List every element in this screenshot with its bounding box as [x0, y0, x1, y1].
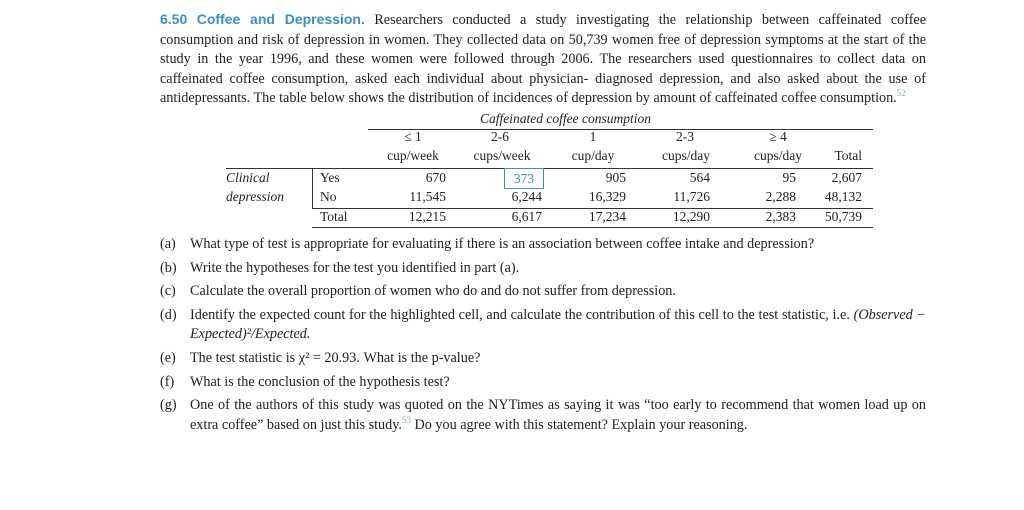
question-b: [160, 259, 926, 279]
col-1-bottom: cup/week: [387, 147, 439, 163]
question-g: [160, 396, 926, 435]
row-no-col-3: 16,329: [588, 188, 626, 204]
row-total-col-1: 12,215: [408, 208, 446, 224]
question-label: (g): [160, 397, 177, 414]
row-total-col-4: 12,290: [672, 208, 710, 224]
row-no-col-4: 11,726: [673, 188, 710, 204]
question-text: Identify the expected count for the highlighted cell, and calculate the contribution of this cell to the test statistic, i.e.: [190, 306, 850, 323]
row-yes-total: 2,607: [831, 169, 862, 185]
col-2-top: 2-6: [491, 128, 509, 144]
problem-title: Coffee and Depression.: [196, 11, 365, 27]
question-e: [160, 349, 926, 369]
question-text: The test statistic is: [190, 349, 296, 366]
col-5-top: ≥ 4: [769, 128, 787, 144]
col-3-top: 1: [589, 128, 597, 144]
row-total-label: Total: [320, 208, 348, 224]
row-no-col-1: 11,545: [409, 188, 446, 204]
intro-text: Researchers conducted a study investigating the relationship between caffeinated coffee consumption and risk of depression in women. They collected data on 50,739 women free of depression symptoms at the start of the study in the year 1996, and these women were followed through 2006. The researchers used questionnaires to collect data on caffeinated coffee consumption, asked each individual about physician- diagnosed depression, and also asked about the use of antidepressants. The table below shows the distribution of incidences of depression by amount of caffeinated coffee consumption.: [160, 12, 927, 107]
row-no-total: 48,132: [824, 188, 862, 204]
col-4-bottom: cups/day: [662, 147, 710, 163]
row-total-col-2: 6,617: [511, 208, 542, 224]
col-4-top: 2-3: [676, 128, 694, 144]
question-text: Calculate the overall proportion of women who do and do not suffer from depression.: [190, 283, 676, 300]
row-no-label: No: [320, 188, 337, 204]
question-text: What type of test is appropriate for evaluating if there is an association between coffee intake and depression?: [190, 235, 815, 252]
question-label: (d): [160, 306, 177, 323]
question-text: What is the conclusion of the hypothesis test?: [190, 373, 450, 390]
problem-intro: [160, 10, 926, 109]
col-3-bottom: cup/day: [571, 147, 615, 163]
col-1-top: ≤ 1: [404, 128, 422, 144]
row-yes-col-1: 670: [425, 169, 446, 185]
row-total-col-5: 2,383: [765, 208, 796, 224]
question-text-post: Do you agree with this statement? Explain your reasoning.: [414, 416, 748, 433]
row-no-col-2: 6,244: [511, 188, 542, 204]
intro-footnote: 52: [896, 88, 906, 99]
row-no-col-5: 2,288: [765, 188, 796, 204]
row-yes-label: Yes: [320, 169, 340, 185]
row-group-label-1: Clinical: [226, 169, 270, 185]
grand-total: 50,739: [824, 208, 862, 224]
col-5-bottom: cups/day: [754, 147, 802, 163]
header-rule: [226, 168, 873, 169]
col-total-header: Total: [834, 147, 862, 163]
row-group-divider: [312, 168, 313, 208]
question-c: [160, 282, 926, 302]
question-label: (a): [160, 235, 176, 252]
row-total-col-3: 17,234: [588, 208, 626, 224]
contingency-table: [160, 111, 926, 229]
question-label: (e): [160, 349, 176, 366]
question-d: [160, 306, 926, 345]
question-label: (c): [160, 283, 176, 300]
row-yes-col-3: 905: [605, 169, 626, 185]
row-group-label-2: depression: [226, 188, 284, 204]
question-a: [160, 235, 926, 255]
question-f: [160, 373, 926, 393]
table-caption: Caffeinated coffee consumption: [480, 110, 651, 126]
table-bottom-rule: [312, 227, 873, 228]
test-statistic: χ² = 20.93.: [298, 349, 360, 366]
col-2-bottom: cups/week: [473, 147, 531, 163]
problem-page: [160, 10, 926, 439]
question-text: Write the hypotheses for the test you identified in part (a).: [190, 259, 520, 276]
question-text: One of the authors of this study was quoted on the NYTimes as saying it was “too early to recommend that women load up on extra coffee” based on just this study.: [190, 397, 926, 433]
problem-number: 6.50: [160, 11, 188, 27]
question-list: [160, 235, 926, 435]
footnote-53: 53: [401, 414, 411, 425]
row-yes-col-5: 95: [782, 169, 796, 185]
question-label: (f): [160, 373, 175, 390]
question-text-post: What is the p-value?: [363, 349, 481, 366]
row-yes-col-4: 564: [689, 169, 710, 185]
highlighted-cell: 373: [504, 168, 544, 189]
question-label: (b): [160, 259, 177, 276]
formula: (Observed − Expected)²/Expected.: [190, 306, 927, 343]
